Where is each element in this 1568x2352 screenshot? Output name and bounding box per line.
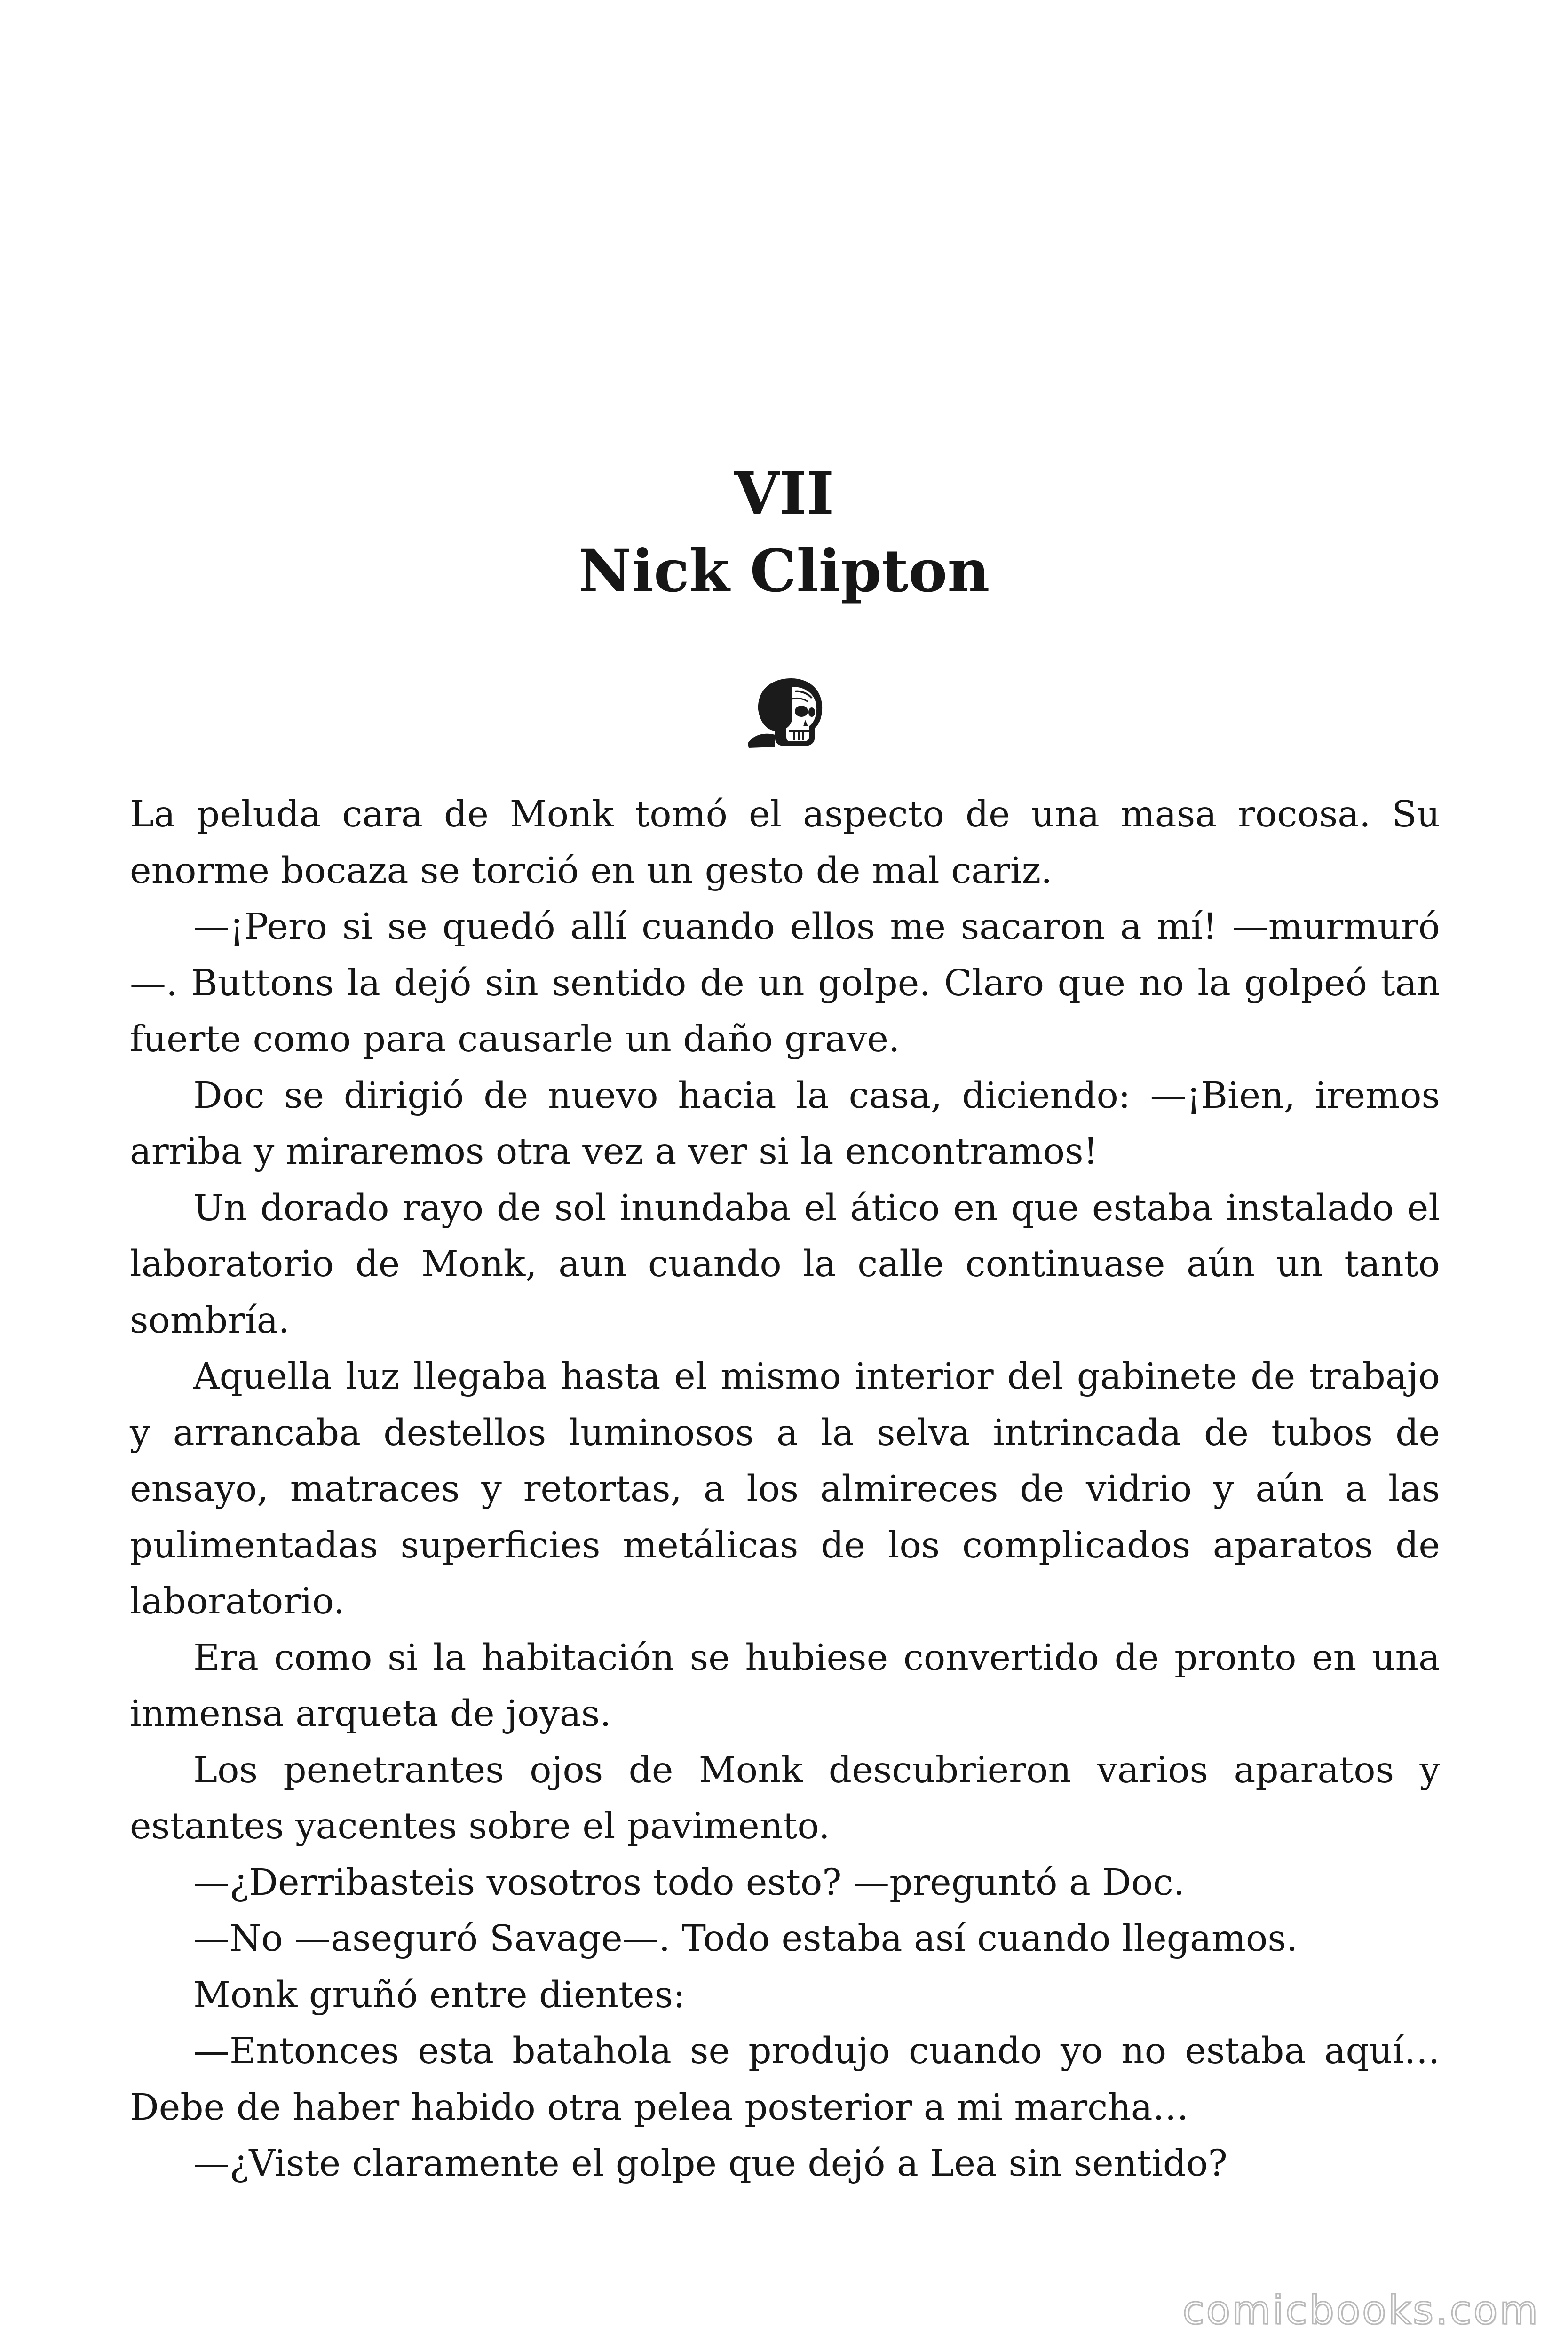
paragraph: Un dorado rayo de sol inundaba el ático en que estaba instalado el laboratorio de Monk, aun cuando la calle continuase aún un tanto sombría. — [130, 1187, 1440, 1342]
paragraph: —¿Derribasteis vosotros todo esto? —preguntó a Doc. — [193, 1861, 1185, 1904]
watermark: comicbooks.com — [1182, 2287, 1540, 2333]
paragraph: La peluda cara de Monk tomó el aspecto de una masa rocosa. Su enorme bocaza se torció en un gesto de mal cariz. — [130, 794, 1440, 892]
paragraph: —¡Pero si se quedó allí cuando ellos me sacaron a mí! —murmuró—. Buttons la dejó sin sentido de un golpe. Claro que no la golpeó tan fuerte como para causarle un daño grave. — [130, 906, 1440, 1060]
paragraph: Era como si la habitación se hubiese convertido de pronto en una inmensa arqueta de joyas. — [130, 1637, 1440, 1735]
chapter-body — [130, 787, 1440, 2192]
paragraph: Aquella luz llegaba hasta el mismo interior del gabinete de trabajo y arrancaba destellos luminosos a la selva intrincada de tubos de ensayo, matraces y retortas, a los almireces de vidrio y aún a las pulimentadas superficies metálicas de los complicados aparatos de laboratorio. — [130, 1356, 1440, 1622]
paragraph: Doc se dirigió de nuevo hacia la casa, diciendo: —¡Bien, iremos arriba y miraremos otra vez a ver si la encontramos! — [130, 1074, 1440, 1173]
paragraph: Los penetrantes ojos de Monk descubrieron varios aparatos y estantes yacentes sobre el pavimento. — [130, 1749, 1440, 1847]
paragraph: —No —aseguró Savage—. Todo estaba así cuando llegamos. — [193, 1918, 1298, 1960]
paragraph: Monk gruñó entre dientes: — [193, 1974, 686, 2016]
chapter-title: Nick Clipton — [578, 537, 990, 605]
skull-icon — [739, 673, 829, 753]
paragraph: —¿Viste claramente el golpe que dejó a Lea sin sentido? — [193, 2143, 1227, 2185]
paragraph: —Entonces esta batahola se produjo cuando yo no estaba aquí… Debe de haber habido otra pelea posterior a mi marcha… — [130, 2030, 1440, 2129]
chapter-number: VII — [734, 460, 834, 528]
